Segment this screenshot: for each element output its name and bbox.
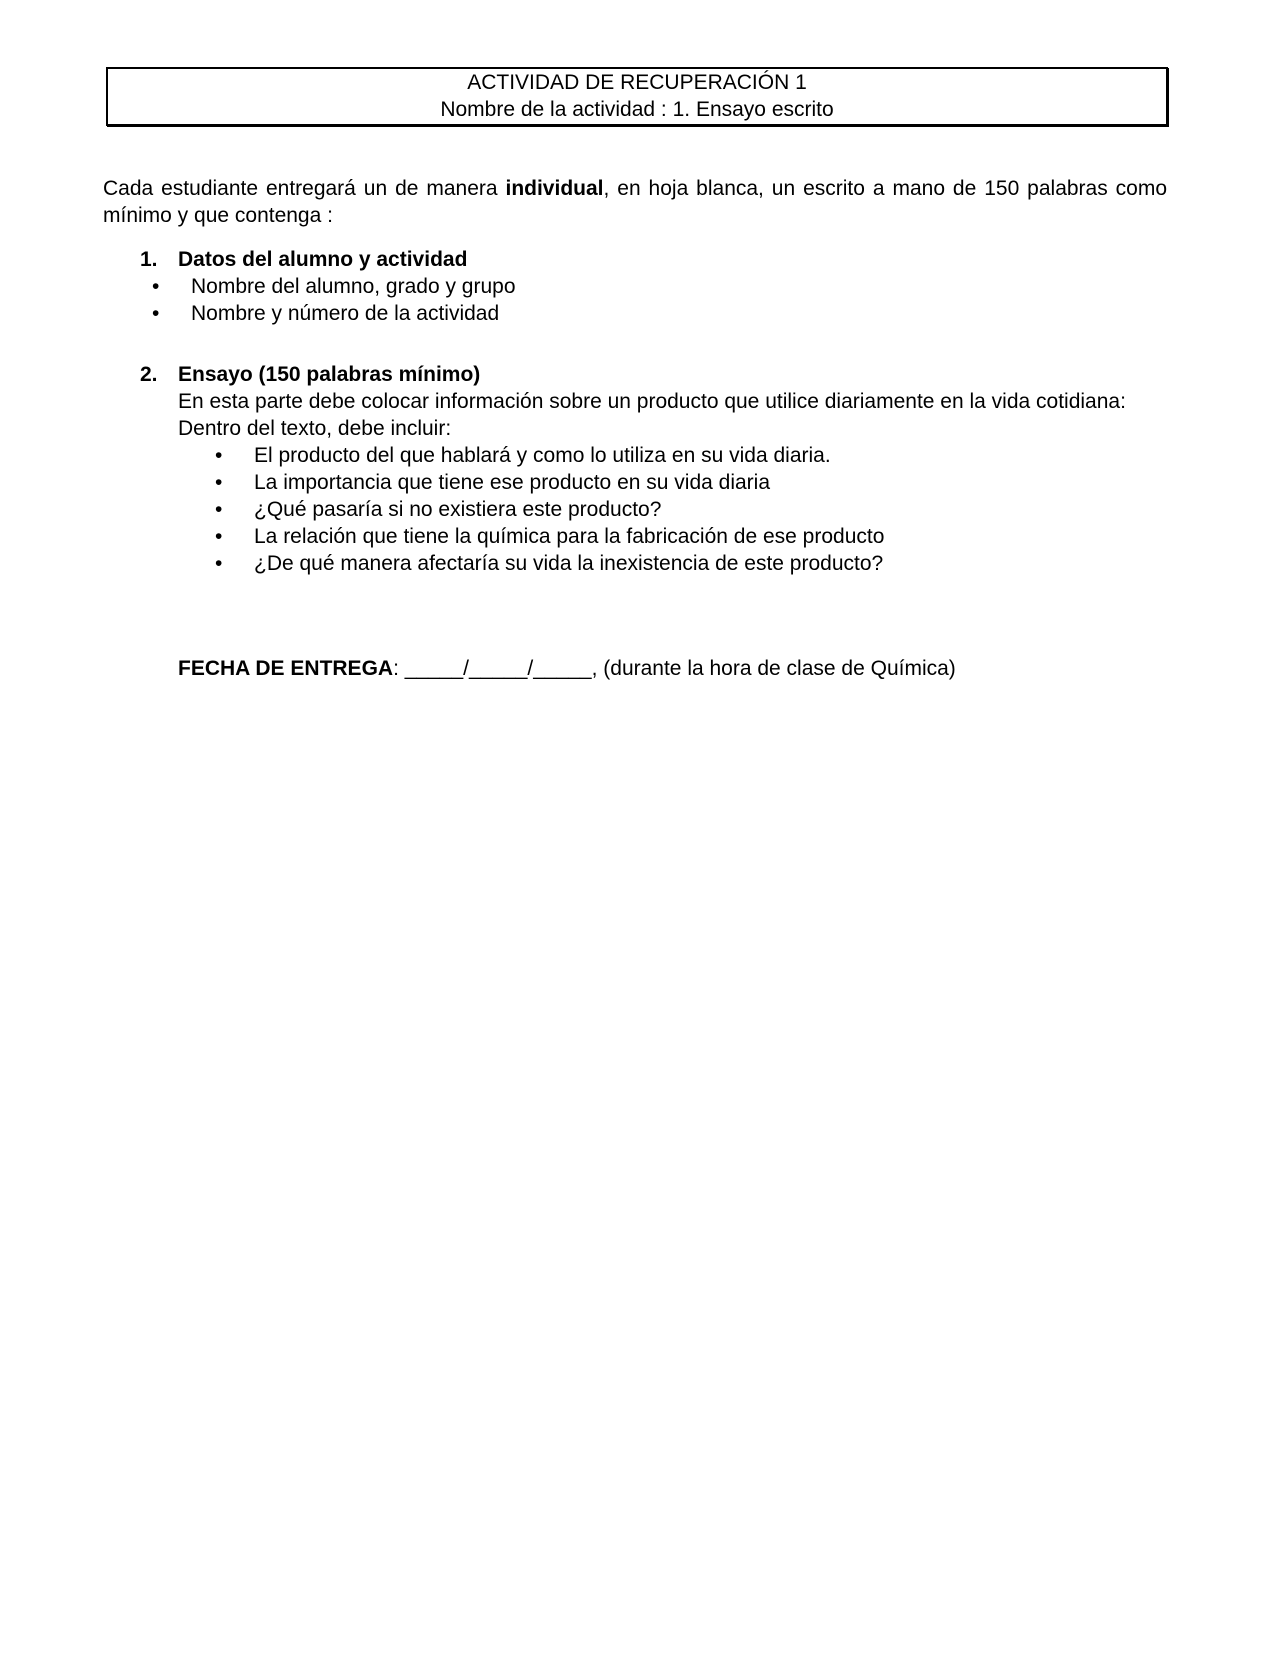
list-item-text: Nombre del alumno, grado y grupo (191, 275, 516, 298)
bullet-icon: • (215, 471, 223, 494)
bullet-icon: • (215, 525, 223, 548)
bullet-icon: • (152, 302, 160, 325)
activity-name: Nombre de la actividad : 1. Ensayo escrito (440, 98, 834, 121)
section-heading: Datos del alumno y actividad (178, 248, 468, 271)
section-1 (140, 246, 1167, 327)
section-heading: Ensayo (150 palabras mínimo) (178, 363, 481, 386)
list-item (215, 469, 1167, 496)
bullet-icon: • (215, 498, 223, 521)
list-item-text: El producto del que hablará y como lo utiliza en su vida diaria. (254, 444, 831, 467)
due-date-line (178, 655, 956, 682)
list-item-text: ¿De qué manera afectaría su vida la inexistencia de este producto? (254, 552, 884, 575)
list-item-text: La relación que tiene la química para la fabricación de ese producto (254, 525, 885, 548)
section-lead: Dentro del texto, debe incluir: (178, 417, 452, 440)
section-number: 1. (140, 248, 158, 271)
intro-text-end: , en hoja blanca, un escrito a mano de 150 palabras como mínimo y que contenga : (103, 177, 1168, 227)
list-item (215, 550, 1167, 577)
list-item (152, 300, 1167, 327)
document-title: ACTIVIDAD DE RECUPERACIÓN 1 (467, 71, 807, 94)
bullet-icon: • (215, 552, 223, 575)
section-number: 2. (140, 363, 158, 386)
intro-text: Cada estudiante entregará un de manera (103, 177, 506, 200)
list-item (152, 273, 1167, 300)
due-date-blank: : _____/_____/_____, (durante la hora de clase de Química) (393, 657, 956, 680)
intro-paragraph (103, 175, 1167, 229)
intro-bold: individual (505, 177, 604, 200)
list-item-text: Nombre y número de la actividad (191, 302, 500, 325)
bullet-icon: • (152, 275, 160, 298)
list-item (215, 496, 1167, 523)
section-2 (140, 361, 1167, 577)
list-item-text: La importancia que tiene ese producto en su vida diaria (254, 471, 770, 494)
list-item (215, 442, 1167, 469)
due-date-label: FECHA DE ENTREGA (178, 657, 394, 680)
list-item (215, 523, 1167, 550)
section-paragraph: En esta parte debe colocar información sobre un producto que utilice diariamente en la vida cotidiana: (178, 390, 1126, 413)
list-item-text: ¿Qué pasaría si no existiera este producto? (254, 498, 662, 521)
title-box (106, 67, 1168, 126)
bullet-icon: • (215, 444, 223, 467)
